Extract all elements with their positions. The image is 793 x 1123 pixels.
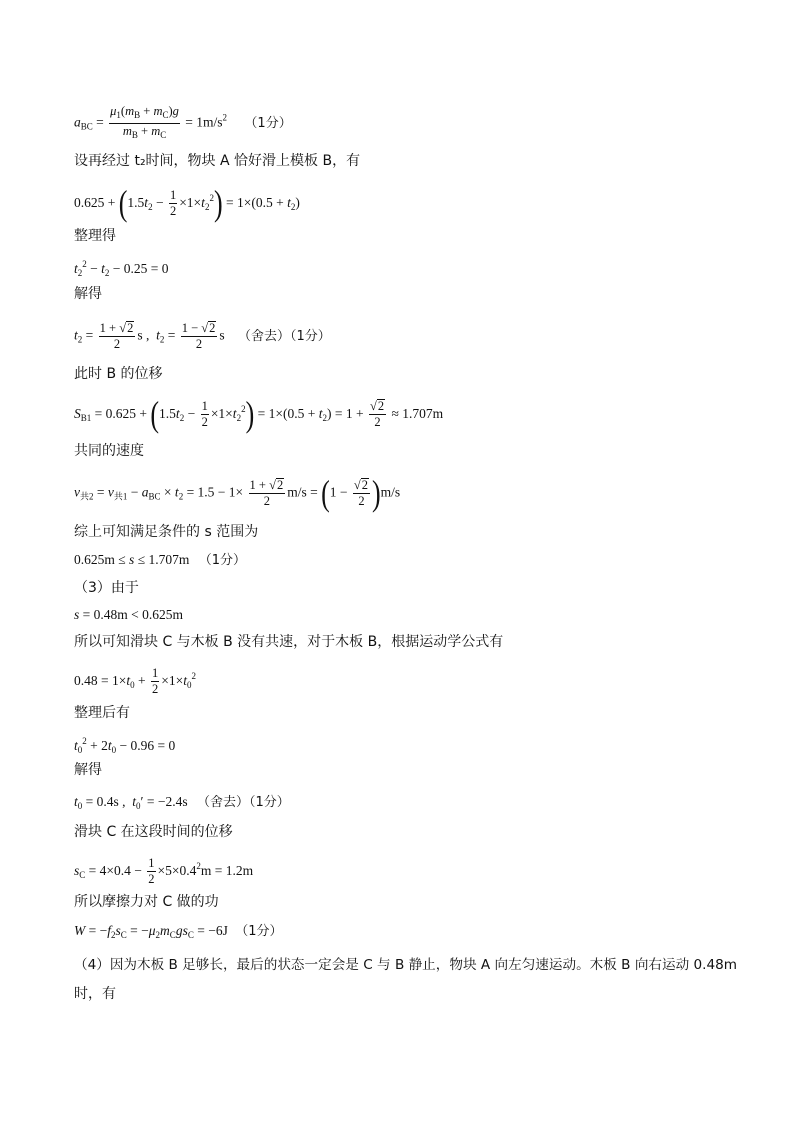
text-line: 所以摩擦力对 C 做的功: [74, 894, 219, 910]
text-line: 此时 B 的位移: [74, 366, 163, 382]
text-line: 综上可知满足条件的 s 范围为: [74, 524, 259, 540]
equation-kinematics-b: $0.48 = 1\times t_0$ + $\frac{1}{2}$ $\times 1\times t_0^2$: [74, 666, 196, 697]
equation-c-displacement: $s_C = 4\times 0.4$ − $\frac{1}{2}$ $\times 5\times 0.4^2m = 1.2m$: [74, 856, 254, 887]
text-line: 整理后有: [74, 705, 130, 721]
equation-t2-solutions: $t_2$ = $\frac{1 + √2}{2}$ s , $t_2$ = $\frac{1 - √2}{2}$ s （舍去）（1分）: [74, 321, 331, 351]
text-line: 解得: [74, 286, 102, 302]
text-line: 解得: [74, 762, 102, 778]
equation-b-displacement: $S_{B1} = 0.625 + (1.5t_2$ − $\frac{1}{2}$ $\times 1\times t_2^2) = 1\times(0.5 + t_2) = 1$ + $\frac{√2}{2}$ ≈ 1.707m: [74, 393, 444, 435]
text-line: （3）由于: [74, 580, 139, 596]
equation-displacement-a: $0.625 + (1.5t_2$ − $\frac{1}{2}$ $\times 1\times t_2^2) = 1\times(0.5 + t_2)$: [74, 182, 300, 224]
score-mark: （舍去）（1分）: [238, 328, 331, 344]
text-line: 滑块 C 在这段时间的位移: [74, 824, 233, 840]
score-mark: （1分）: [235, 924, 283, 939]
score-mark: （1分）: [198, 553, 247, 568]
text-line: 所以可知滑块 C 与木板 B 没有共速，对于木板 B，根据运动学公式有: [74, 634, 504, 650]
equation-common-velocity: $v_{共2} = v_{共1} - a_{BC} \times t_2 = 1.5 - 1\times$ $\frac{1 + √2}{2}$ m/s = (1 − $\frac{√2}{2}$ )m/s: [74, 472, 401, 514]
equation-friction-work: $W = -f_2s_C = -\mu_2m_Cgs_C = -6J$ （1分）: [74, 923, 283, 940]
equation-quadratic-t2: $t_2^2 - t_2 - 0.25 = 0$: [74, 259, 169, 278]
text-line: 时，有: [74, 986, 116, 1002]
equation-a-bc: $a_{BC}$ = $\frac{\mu_1(m_B + m_C)g}{m_B + m_C}$ = $1m/s^2$ （1分）: [74, 104, 292, 143]
text-line: 整理得: [74, 228, 116, 244]
equation-t0-solutions: $t_0 = 0.4s$ , $t_0' = -2.4s$ （舍去）（1分）: [74, 794, 290, 811]
equation-s-value: s = 0.48m < 0.625m: [74, 607, 183, 622]
equation-s-range: 0.625m ≤ s ≤ 1.707m （1分）: [74, 552, 247, 568]
score-mark: （舍去）（1分）: [196, 795, 290, 810]
score-mark: （1分）: [244, 115, 292, 131]
text-line: 设再经过 t₂时间，物块 A 恰好滑上模板 B，有: [74, 153, 361, 169]
equation-quadratic-t0: $t_0^2 + 2t_0 - 0.96 = 0$: [74, 736, 176, 755]
text-line: 共同的速度: [74, 443, 144, 459]
text-line: （4）因为木板 B 足够长，最后的状态一定会是 C 与 B 静止，物块 A 向左匀速运动。木板 B 向右运动 0.48m: [74, 957, 738, 973]
